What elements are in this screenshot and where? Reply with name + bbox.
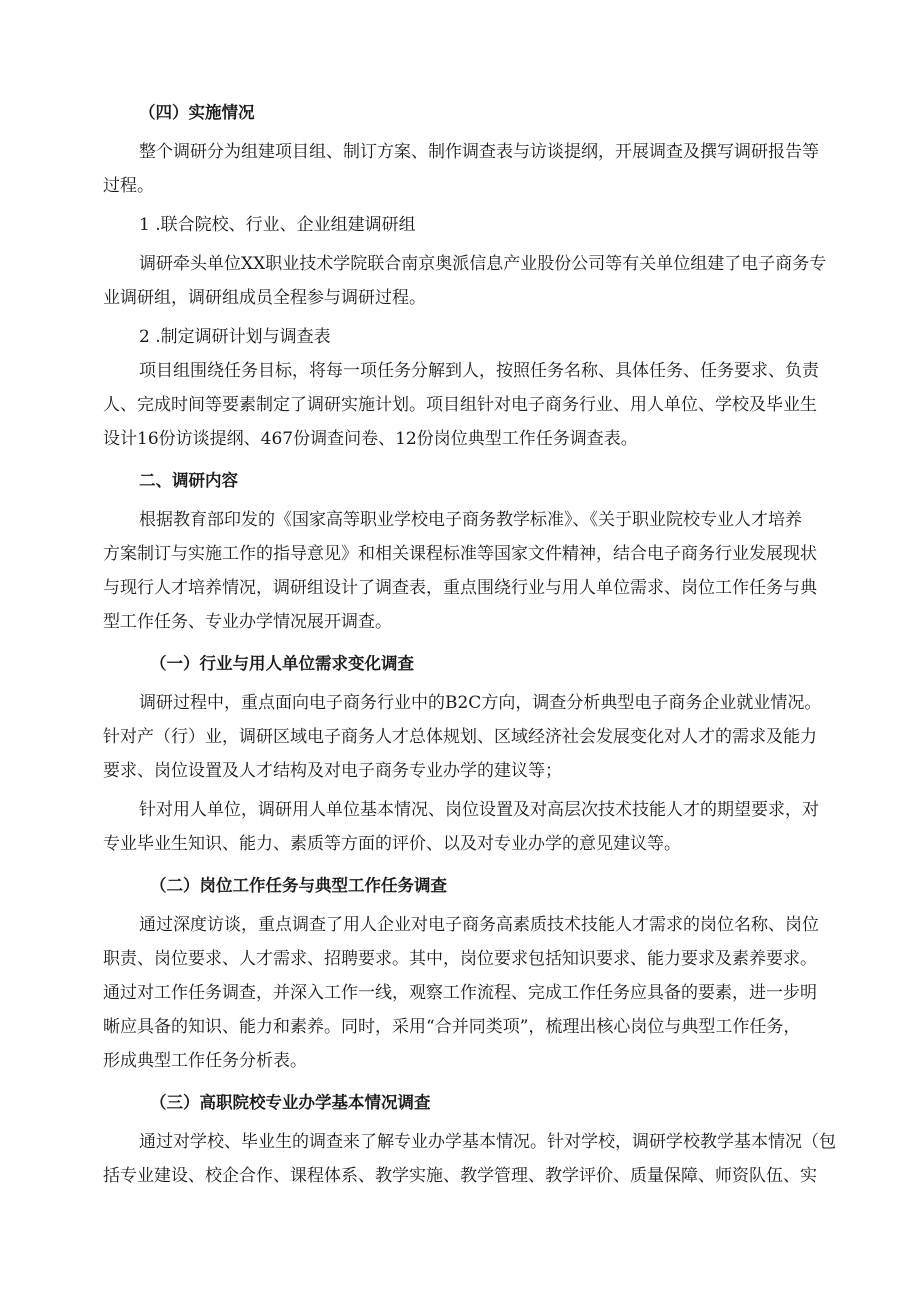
paragraph-line: 形成典型工作任务分析表。 (103, 1051, 307, 1071)
paragraph-line: 人、完成时间等要素制定了调研实施计划。项目组针对电子商务行业、用人单位、学校及毕业生 (103, 395, 817, 415)
paragraph-line: 通过对工作任务调查，并深入工作一线，观察工作流程、完成工作任务应具备的要素，进一步明 (103, 983, 817, 1003)
paragraph-line: 整个调研分为组建项目组、制订方案、制作调查表与访谈提纲，开展调查及撰写调研报告等 (139, 142, 819, 162)
paragraph-line: 针对用人单位，调研用人单位基本情况、岗位设置及对高层次技术技能人才的期望要求，对 (139, 800, 819, 820)
paragraph-line: 针对产（行）业，调研区域电子商务人才总体规划、区域经济社会发展变化对人才的需求及能力 (103, 727, 817, 747)
paragraph-line: 设计16份访谈提纲、467份调查问卷、12份岗位典型工作任务调查表。 (103, 429, 638, 449)
paragraph-line: 过程。 (103, 176, 154, 196)
paragraph-line: 职责、岗位要求、人才需求、招聘要求。其中，岗位要求包括知识要求、能力要求及素养要求。 (103, 949, 817, 969)
paragraph-line: 方案制订与实施工作的指导意见》和相关课程标准等国家文件精神，结合电子商务行业发展现状 (103, 544, 817, 564)
subsection-heading-industry-demand: （一）行业与用人单位需求变化调查 (150, 654, 414, 673)
paragraph-line: 括专业建设、校企合作、课程体系、教学实施、教学管理、教学评价、质量保障、师资队伍、实 (103, 1166, 817, 1186)
paragraph-line: 要求、岗位设置及人才结构及对电子商务专业办学的建议等； (103, 761, 562, 781)
subsection-heading-job-tasks: （二）岗位工作任务与典型工作任务调查 (150, 876, 447, 895)
section-heading-implementation: （四）实施情况 (139, 103, 255, 122)
paragraph-line: 业调研组，调研组成员全程参与调研过程。 (103, 288, 426, 308)
paragraph-line: 项目组围绕任务目标，将每一项任务分解到人，按照任务名称、具体任务、任务要求、负责 (139, 361, 819, 381)
document-page (103, 96, 836, 1193)
section-heading-research-content: 二、调研内容 (139, 471, 238, 490)
paragraph-line: 型工作任务、专业办学情况展开调查。 (103, 612, 392, 632)
paragraph-line: 与现行人才培养情况，调研组设计了调查表，重点围绕行业与用人单位需求、岗位工作任务与典 (103, 578, 817, 598)
subsection-heading-school-survey: （三）高职院校专业办学基本情况调查 (150, 1093, 431, 1112)
paragraph-line: 通过对学校、毕业生的调查来了解专业办学基本情况。针对学校，调研学校教学基本情况（包 (139, 1132, 836, 1152)
paragraph-line: 调研牵头单位XX职业技术学院联合南京奥派信息产业股份公司等有关单位组建了电子商务专 (139, 254, 827, 274)
paragraph-line: 专业毕业生知识、能力、素质等方面的评价、以及对专业办学的意见建议等。 (103, 834, 681, 854)
paragraph-line: 调研过程中，重点面向电子商务行业中的B2C方向，调查分析典型电子商务企业就业情况。 (139, 693, 822, 713)
paragraph-line: 根据教育部印发的《国家高等职业学校电子商务教学标准》、《关于职业院校专业人才培养 (139, 510, 802, 530)
paragraph-line: 晰应具备的知识、能力和素养。同时，采用“合并同类项”，梳理出核心岗位与典型工作任务， (103, 1017, 801, 1037)
paragraph-line: 通过深度访谈，重点调查了用人企业对电子商务高素质技术技能人才需求的岗位名称、岗位 (139, 915, 819, 935)
numbered-item-title: 1 .联合院校、行业、企业组建调研组 (139, 215, 416, 235)
numbered-item-title: 2 .制定调研计划与调查表 (139, 327, 331, 347)
